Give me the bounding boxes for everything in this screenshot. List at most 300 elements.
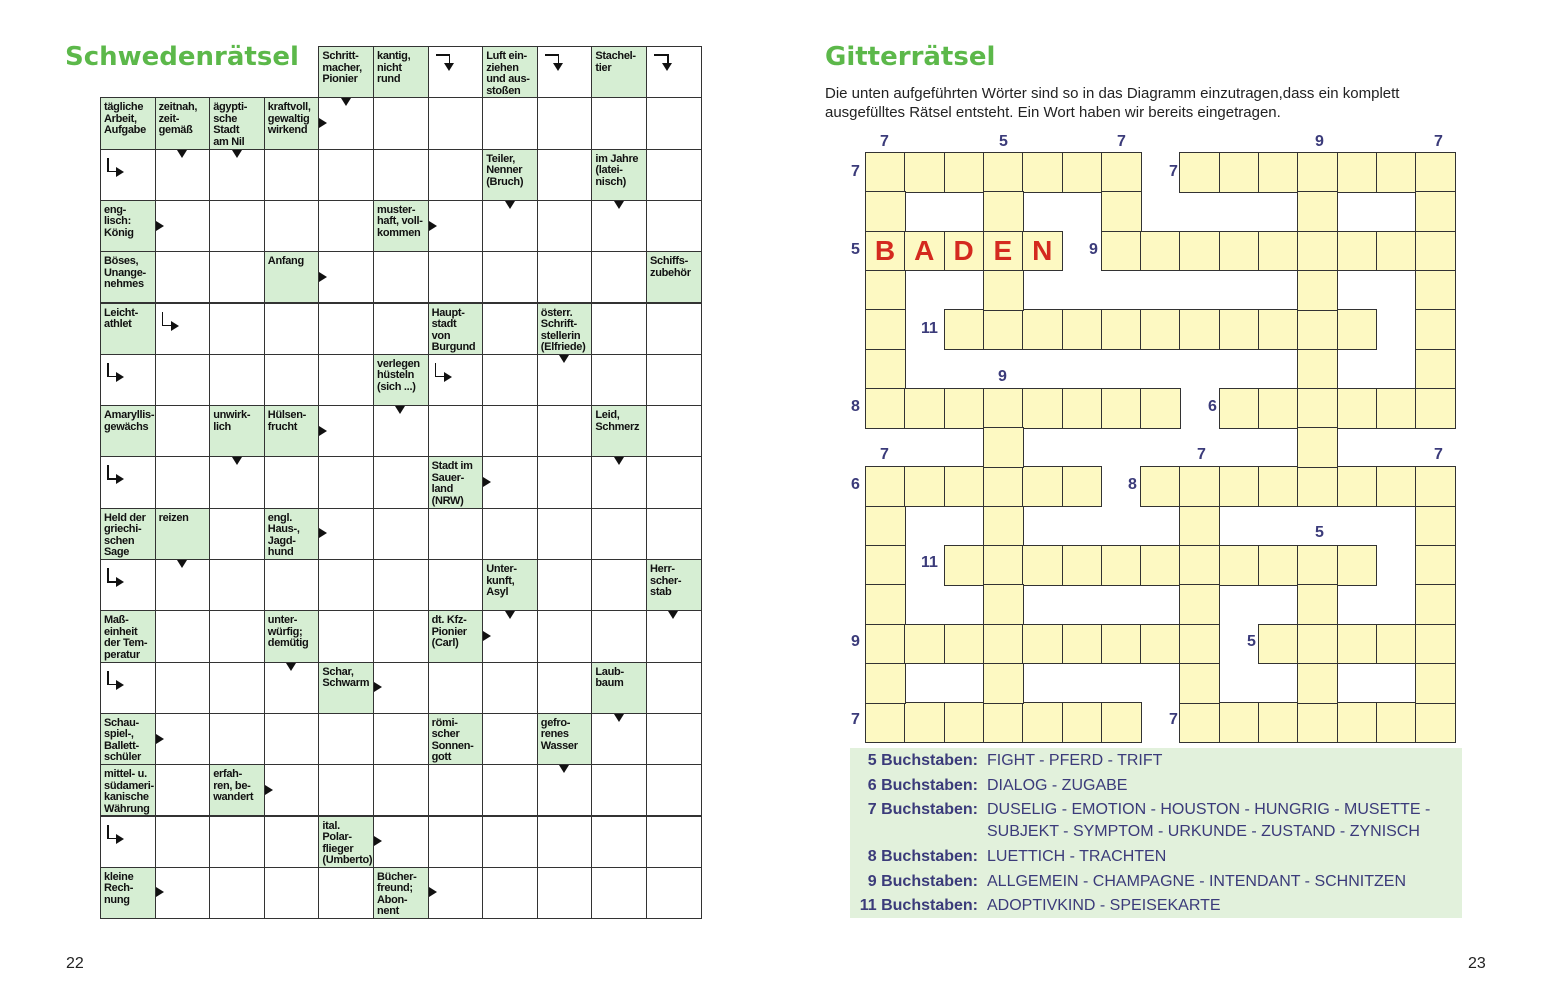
answer-cell[interactable]	[209, 508, 265, 560]
grid-cell[interactable]	[1415, 545, 1456, 586]
answer-cell[interactable]	[537, 867, 593, 919]
grid-cell[interactable]	[1415, 152, 1456, 193]
grid-cell[interactable]	[1337, 702, 1378, 743]
grid-cell[interactable]	[983, 545, 1024, 586]
clue-cell	[482, 559, 538, 611]
answer-cell[interactable]	[428, 559, 484, 611]
grid-cell[interactable]	[1219, 231, 1260, 272]
answer-cell[interactable]	[318, 303, 374, 355]
grid-cell[interactable]	[865, 663, 906, 704]
grid-cell[interactable]	[1101, 388, 1142, 429]
answer-cell[interactable]	[373, 764, 429, 816]
grid-cell[interactable]	[865, 545, 906, 586]
answer-cell[interactable]	[264, 559, 320, 611]
answer-cell[interactable]	[209, 867, 265, 919]
answer-cell[interactable]	[428, 816, 484, 868]
answer-cell[interactable]	[428, 662, 484, 714]
grid-cell[interactable]	[1179, 231, 1220, 272]
answer-cell[interactable]	[209, 662, 265, 714]
answer-cell[interactable]	[264, 303, 320, 355]
grid-cell[interactable]	[1258, 231, 1299, 272]
clue-text: Leid, Schmerz	[595, 409, 640, 433]
answer-cell[interactable]	[537, 662, 593, 714]
grid-cell[interactable]	[1297, 152, 1338, 193]
grid-cell[interactable]	[1258, 152, 1299, 193]
grid-cell[interactable]	[1415, 231, 1456, 272]
grid-cell[interactable]	[1415, 624, 1456, 665]
grid-cell[interactable]	[1297, 191, 1338, 232]
clue-text: erfah- ren, be- wandert	[213, 768, 254, 804]
answer-cell[interactable]	[209, 354, 265, 406]
grid-cell[interactable]	[865, 584, 906, 625]
arrow-down-icon	[232, 150, 242, 158]
answer-cell[interactable]	[482, 303, 538, 355]
answer-cell[interactable]	[264, 200, 320, 252]
grid-cell[interactable]	[1101, 309, 1142, 350]
grid-cell[interactable]	[1297, 427, 1338, 468]
answer-cell[interactable]	[209, 303, 265, 355]
answer-cell[interactable]	[155, 303, 211, 355]
answer-cell[interactable]	[318, 559, 374, 611]
clue-cell	[209, 405, 265, 457]
answer-cell[interactable]	[646, 97, 702, 149]
answer-cell[interactable]	[428, 764, 484, 816]
answer-cell[interactable]	[373, 713, 429, 765]
grid-cell[interactable]	[944, 309, 985, 350]
grid-cell[interactable]	[983, 584, 1024, 625]
answer-cell[interactable]	[155, 354, 211, 406]
answer-cell[interactable]	[318, 610, 374, 662]
answer-cell[interactable]	[100, 354, 156, 406]
word-length-label: 5	[1315, 524, 1324, 541]
answer-cell[interactable]	[155, 764, 211, 816]
clue-cell	[646, 251, 702, 303]
grid-cell[interactable]	[1415, 309, 1456, 350]
answer-cell[interactable]	[428, 97, 484, 149]
grid-cell[interactable]	[1415, 663, 1456, 704]
grid-cell[interactable]	[1376, 624, 1417, 665]
answer-cell[interactable]	[591, 508, 647, 560]
page-number-left: 22	[66, 955, 84, 972]
grid-cell[interactable]	[1376, 231, 1417, 272]
answer-cell[interactable]	[264, 867, 320, 919]
clue-cell	[373, 354, 429, 406]
answer-cell[interactable]	[482, 764, 538, 816]
answer-cell[interactable]	[155, 405, 211, 457]
grid-cell[interactable]	[1062, 152, 1103, 193]
answer-cell[interactable]	[591, 816, 647, 868]
answer-cell[interactable]	[646, 354, 702, 406]
grid-cell[interactable]	[1179, 584, 1220, 625]
grid-cell[interactable]	[865, 309, 906, 350]
grid-cell[interactable]	[983, 388, 1024, 429]
grid-cell[interactable]	[1219, 309, 1260, 350]
clue-cell	[428, 610, 484, 662]
arrow-right-icon	[374, 836, 382, 846]
grid-cell[interactable]	[1022, 624, 1063, 665]
answer-cell[interactable]	[264, 456, 320, 508]
answer-cell[interactable]	[482, 713, 538, 765]
answer-cell[interactable]	[591, 867, 647, 919]
clue-text: kantig, nicht rund	[377, 50, 411, 85]
grid-cell[interactable]	[1140, 231, 1181, 272]
answer-cell[interactable]	[373, 559, 429, 611]
grid-cell[interactable]	[983, 702, 1024, 743]
grid-cell[interactable]	[1376, 466, 1417, 507]
answer-cell[interactable]	[591, 354, 647, 406]
grid-cell[interactable]	[983, 270, 1024, 311]
grid-cell[interactable]	[1297, 702, 1338, 743]
answer-cell[interactable]	[100, 816, 156, 868]
grid-cell[interactable]	[1140, 545, 1181, 586]
answer-cell[interactable]	[646, 713, 702, 765]
grid-cell[interactable]	[1297, 584, 1338, 625]
grid-cell[interactable]	[904, 624, 945, 665]
grid-cell[interactable]	[1022, 466, 1063, 507]
grid-cell[interactable]	[1337, 388, 1378, 429]
answer-cell[interactable]	[209, 200, 265, 252]
grid-cell[interactable]	[1101, 702, 1142, 743]
grid-cell[interactable]	[1376, 702, 1417, 743]
answer-cell[interactable]	[428, 405, 484, 457]
grid-cell[interactable]	[1337, 152, 1378, 193]
grid-cell[interactable]	[1219, 388, 1260, 429]
word-length-label: 7	[1117, 133, 1126, 150]
clue-text: Schau- spiel-, Ballett- schüler	[104, 716, 142, 764]
answer-cell[interactable]	[591, 764, 647, 816]
answer-cell[interactable]	[537, 610, 593, 662]
answer-cell[interactable]	[264, 149, 320, 201]
grid-cell[interactable]	[1179, 152, 1220, 193]
answer-cell[interactable]	[591, 610, 647, 662]
grid-cell[interactable]	[1140, 388, 1181, 429]
word-length-label: 9	[998, 368, 1007, 385]
answer-cell[interactable]	[264, 713, 320, 765]
clue-cell	[100, 303, 156, 355]
answer-cell[interactable]	[428, 354, 484, 406]
clue-text: dt. Kfz- Pionier (Carl)	[431, 614, 467, 650]
grid-cell[interactable]	[904, 388, 945, 429]
answer-cell[interactable]	[537, 559, 593, 611]
answer-cell[interactable]	[646, 867, 702, 919]
answer-cell[interactable]	[155, 816, 211, 868]
answer-cell[interactable]	[537, 251, 593, 303]
grid-cell[interactable]	[865, 624, 906, 665]
grid-cell[interactable]	[865, 270, 906, 311]
clue-cell	[100, 251, 156, 303]
grid-cell[interactable]	[944, 624, 985, 665]
clue-text: unwirk- lich	[213, 409, 251, 433]
grid-cell[interactable]	[1101, 545, 1142, 586]
grid-cell[interactable]	[1140, 624, 1181, 665]
clue-cell	[100, 405, 156, 457]
grid-cell[interactable]	[1179, 506, 1220, 547]
clue-cell	[591, 149, 647, 201]
grid-cell[interactable]	[1179, 309, 1220, 350]
answer-cell[interactable]	[646, 405, 702, 457]
arrow-right-icon	[374, 682, 382, 692]
grid-cell[interactable]	[983, 663, 1024, 704]
arrow-right-icon	[319, 528, 327, 538]
clue-cell	[482, 149, 538, 201]
grid-cell[interactable]	[983, 624, 1024, 665]
grid-cell[interactable]	[1337, 466, 1378, 507]
answer-cell[interactable]	[318, 764, 374, 816]
arrow-down-icon	[614, 714, 624, 722]
answer-cell[interactable]	[373, 508, 429, 560]
page-title-left: Schwedenrätsel	[65, 42, 299, 72]
clue-cell	[100, 508, 156, 560]
grid-cell[interactable]	[865, 466, 906, 507]
answer-cell[interactable]	[100, 559, 156, 611]
grid-cell[interactable]	[865, 191, 906, 232]
clue-cell	[264, 405, 320, 457]
grid-cell[interactable]	[1376, 388, 1417, 429]
grid-cell[interactable]	[1022, 152, 1063, 193]
answer-cell[interactable]	[646, 456, 702, 508]
word-length-label: 7	[851, 711, 860, 728]
grid-cell[interactable]	[1258, 624, 1299, 665]
grid-cell[interactable]	[1297, 545, 1338, 586]
answer-cell[interactable]	[264, 354, 320, 406]
grid-cell[interactable]	[1140, 466, 1181, 507]
grid-cell[interactable]	[1062, 309, 1103, 350]
grid-cell[interactable]	[1415, 388, 1456, 429]
answer-cell[interactable]	[482, 354, 538, 406]
answer-cell[interactable]	[482, 662, 538, 714]
grid-cell[interactable]	[944, 545, 985, 586]
answer-cell[interactable]	[537, 508, 593, 560]
clue-cell	[428, 713, 484, 765]
grid-cell[interactable]	[1258, 388, 1299, 429]
grid-cell[interactable]	[1101, 231, 1142, 272]
answer-cell[interactable]	[318, 713, 374, 765]
answer-cell[interactable]	[482, 251, 538, 303]
word-length-label: 9	[851, 633, 860, 650]
answer-cell[interactable]	[264, 816, 320, 868]
grid-cell[interactable]	[983, 191, 1024, 232]
grid-cell[interactable]	[983, 427, 1024, 468]
grid-cell[interactable]	[1258, 702, 1299, 743]
answer-cell[interactable]	[155, 251, 211, 303]
grid-cell[interactable]	[1415, 349, 1456, 390]
grid-cell[interactable]	[1297, 624, 1338, 665]
answer-cell[interactable]	[537, 200, 593, 252]
answer-cell[interactable]	[537, 456, 593, 508]
clue-text: römi- scher Sonnen- gott	[431, 716, 474, 764]
grid-cell[interactable]	[1062, 466, 1103, 507]
grid-cell[interactable]	[1258, 545, 1299, 586]
clue-cell	[155, 97, 211, 149]
arrow-right-icon	[429, 221, 437, 231]
grid-cell[interactable]	[1415, 506, 1456, 547]
grid-cell[interactable]	[1179, 545, 1220, 586]
grid-cell[interactable]	[1415, 270, 1456, 311]
grid-cell[interactable]	[1219, 702, 1260, 743]
word-length-label: 6	[1208, 398, 1217, 415]
grid-cell[interactable]	[865, 506, 906, 547]
grid-cell[interactable]	[1337, 624, 1378, 665]
answer-cell[interactable]	[591, 559, 647, 611]
grid-cell[interactable]	[944, 466, 985, 507]
answer-cell[interactable]	[482, 405, 538, 457]
answer-cell[interactable]	[537, 149, 593, 201]
grid-cell[interactable]	[983, 466, 1024, 507]
answer-cell[interactable]	[482, 816, 538, 868]
clue-cell	[373, 867, 429, 919]
clue-cell	[373, 200, 429, 252]
grid-cell[interactable]	[1179, 663, 1220, 704]
answer-cell[interactable]	[318, 456, 374, 508]
grid-cell[interactable]	[1297, 309, 1338, 350]
answer-cell[interactable]	[646, 764, 702, 816]
arrow-down-icon	[505, 201, 515, 209]
grid-cell[interactable]	[1062, 702, 1103, 743]
answer-cell[interactable]	[482, 867, 538, 919]
grid-cell[interactable]	[1297, 663, 1338, 704]
answer-cell[interactable]	[373, 610, 429, 662]
grid-cell[interactable]	[1297, 270, 1338, 311]
answer-cell[interactable]	[209, 251, 265, 303]
grid-cell[interactable]	[1062, 545, 1103, 586]
answer-cell[interactable]	[646, 662, 702, 714]
page-title-right: Gitterrätsel	[825, 42, 996, 72]
clue-cell	[264, 251, 320, 303]
grid-cell[interactable]	[865, 349, 906, 390]
grid-cell[interactable]	[904, 702, 945, 743]
arrow-down-icon	[286, 663, 296, 671]
word-length-label: 7	[1169, 711, 1178, 728]
answer-cell[interactable]	[373, 97, 429, 149]
grid-cell[interactable]	[904, 466, 945, 507]
answer-cell[interactable]	[373, 251, 429, 303]
clue-text: ital. Polar- flieger (Umberto)	[322, 819, 373, 866]
clue-cell	[428, 456, 484, 508]
grid-cell[interactable]	[865, 702, 906, 743]
grid-cell[interactable]	[1258, 309, 1299, 350]
word-length-label: 7	[1197, 446, 1206, 463]
grid-cell[interactable]	[1415, 702, 1456, 743]
grid-cell[interactable]	[1140, 309, 1181, 350]
answer-cell[interactable]	[537, 97, 593, 149]
answer-cell[interactable]	[646, 508, 702, 560]
grid-cell[interactable]	[1258, 466, 1299, 507]
grid-cell[interactable]	[1022, 309, 1063, 350]
grid-cell[interactable]	[983, 506, 1024, 547]
arrow-right-icon	[319, 118, 327, 128]
clue-text: gefro- renes Wasser	[540, 716, 578, 752]
answer-cell[interactable]	[482, 97, 538, 149]
answer-cell[interactable]	[100, 149, 156, 201]
grid-cell[interactable]	[1101, 191, 1142, 232]
grid-cell[interactable]	[944, 702, 985, 743]
answer-cell[interactable]	[646, 303, 702, 355]
word-length-label: 5	[999, 133, 1008, 150]
answer-cell[interactable]	[100, 456, 156, 508]
answer-cell[interactable]	[209, 816, 265, 868]
clue-cell	[646, 559, 702, 611]
answer-cell[interactable]	[428, 508, 484, 560]
grid-cell[interactable]	[1415, 466, 1456, 507]
answer-cell[interactable]	[537, 405, 593, 457]
answer-cell[interactable]	[591, 97, 647, 149]
grid-cell[interactable]	[1179, 702, 1220, 743]
grid-cell[interactable]	[1337, 309, 1378, 350]
grid-cell[interactable]	[904, 152, 945, 193]
answer-cell[interactable]	[155, 662, 211, 714]
answer-cell[interactable]	[646, 200, 702, 252]
clue-text: Unter- kunft, Asyl	[486, 563, 517, 598]
grid-cell[interactable]	[1022, 702, 1063, 743]
answer-cell[interactable]	[373, 149, 429, 201]
answer-cell[interactable]	[591, 303, 647, 355]
grid-cell[interactable]	[1297, 388, 1338, 429]
answer-cell[interactable]	[482, 508, 538, 560]
word-length-label: 7	[1434, 133, 1443, 150]
grid-cell[interactable]	[1062, 388, 1103, 429]
grid-cell[interactable]	[1297, 349, 1338, 390]
grid-cell[interactable]	[1062, 624, 1103, 665]
answer-cell[interactable]	[209, 713, 265, 765]
word-length-label: 7	[880, 446, 889, 463]
answer-cell[interactable]	[155, 456, 211, 508]
grid-cell[interactable]	[1376, 152, 1417, 193]
grid-cell[interactable]	[1022, 388, 1063, 429]
clue-cell	[100, 97, 156, 149]
clue-text: verlegen hüsteln (sich ...)	[377, 357, 420, 393]
grid-cell[interactable]	[1179, 624, 1220, 665]
grid-cell[interactable]	[1219, 545, 1260, 586]
grid-cell[interactable]	[944, 388, 985, 429]
grid-cell[interactable]	[944, 152, 985, 193]
answer-cell[interactable]	[318, 354, 374, 406]
grid-cell[interactable]	[1297, 231, 1338, 272]
answer-cell[interactable]	[646, 816, 702, 868]
answer-cell[interactable]	[318, 149, 374, 201]
grid-cell[interactable]	[865, 152, 906, 193]
answer-cell[interactable]	[318, 200, 374, 252]
answer-cell[interactable]	[209, 610, 265, 662]
grid-cell[interactable]	[983, 309, 1024, 350]
grid-cell[interactable]	[1022, 545, 1063, 586]
grid-cell[interactable]	[983, 152, 1024, 193]
grid-cell[interactable]	[1337, 231, 1378, 272]
answer-cell[interactable]	[373, 456, 429, 508]
grid-cell[interactable]	[1101, 152, 1142, 193]
grid-cell[interactable]	[1219, 466, 1260, 507]
answer-cell[interactable]	[591, 251, 647, 303]
answer-cell[interactable]	[100, 662, 156, 714]
answer-cell[interactable]	[428, 251, 484, 303]
answer-cell[interactable]	[646, 149, 702, 201]
arrow-down-icon	[559, 765, 569, 773]
grid-cell[interactable]	[1415, 191, 1456, 232]
grid-cell[interactable]	[1219, 152, 1260, 193]
answer-cell[interactable]	[155, 610, 211, 662]
grid-cell[interactable]	[865, 388, 906, 429]
grid-cell[interactable]	[1101, 624, 1142, 665]
answer-cell[interactable]	[209, 559, 265, 611]
answer-cell[interactable]	[373, 303, 429, 355]
page-number-right: 23	[1468, 955, 1486, 972]
answer-cell[interactable]	[537, 816, 593, 868]
grid-cell[interactable]	[1337, 545, 1378, 586]
answer-cell[interactable]	[428, 149, 484, 201]
grid-cell[interactable]	[1179, 466, 1220, 507]
grid-cell[interactable]	[1415, 584, 1456, 625]
answer-cell[interactable]	[318, 867, 374, 919]
grid-cell[interactable]	[1297, 466, 1338, 507]
